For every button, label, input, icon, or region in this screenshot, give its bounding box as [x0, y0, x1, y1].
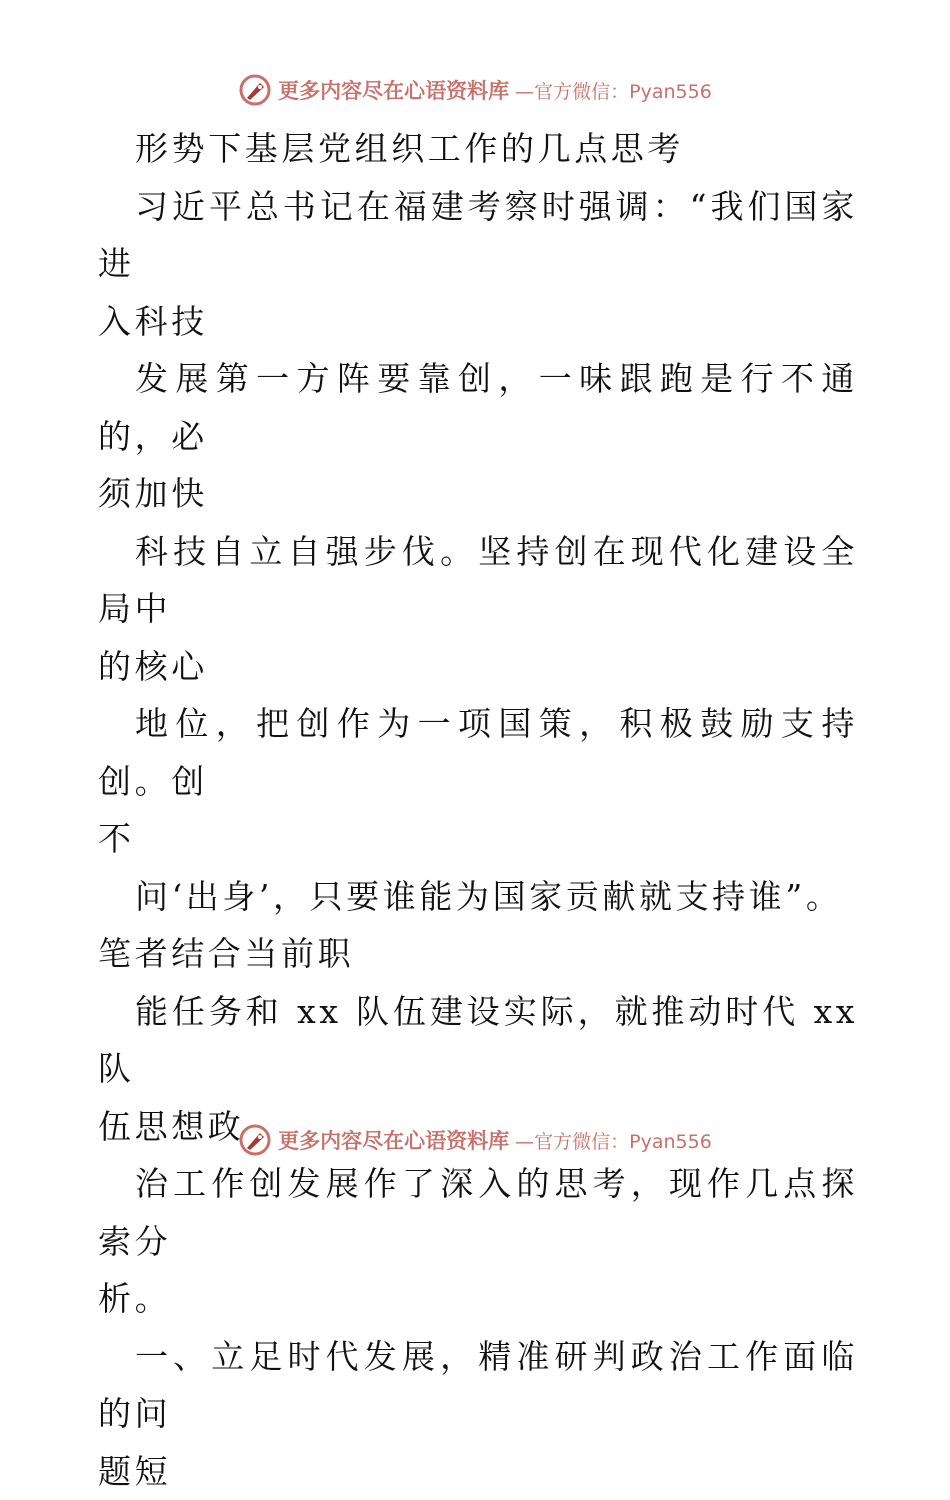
document-body	[98, 120, 858, 1500]
pen-nib-logo-icon	[238, 73, 272, 107]
text-line: 的核心	[98, 638, 858, 696]
text-line: 地位，把创作为一项国策，积极鼓励支持创。创	[98, 695, 858, 810]
text-line: 能任务和 xx 队伍建设实际，就推动时代 xx 队	[98, 983, 858, 1098]
header-banner	[0, 70, 950, 110]
pen-nib-logo-icon	[238, 1123, 272, 1157]
text-line: 入科技	[98, 293, 858, 351]
text-line: 问‘出身’，只要谁能为国家贡献就支持谁”。	[98, 868, 858, 926]
banner-wechat-text: —官方微信：Pyan556	[515, 77, 712, 104]
text-line: 发展第一方阵要靠创，一味跟跑是行不通的，必	[98, 350, 858, 465]
text-line: 须加快	[98, 465, 858, 523]
text-line: 不	[98, 810, 858, 868]
text-line: 形势下基层党组织工作的几点思考	[98, 120, 858, 178]
banner-wechat-text: —官方微信：Pyan556	[515, 1127, 712, 1154]
document-text	[98, 120, 858, 1500]
text-line: 析。	[98, 1270, 858, 1328]
text-line: 题短	[98, 1443, 858, 1500]
text-line: 科技自立自强步伐。坚持创在现代化建设全局中	[98, 523, 858, 638]
text-line: 习近平总书记在福建考察时强调：“我们国家进	[98, 178, 858, 293]
footer-banner	[0, 1120, 950, 1160]
text-line: 笔者结合当前职	[98, 925, 858, 983]
text-line: 治工作创发展作了深入的思考，现作几点探索分	[98, 1155, 858, 1270]
banner-brand-text: 更多内容尽在心语资料库	[278, 75, 509, 105]
text-line: 一、立足时代发展，精准研判政治工作面临的问	[98, 1328, 858, 1443]
text-line: 伍思想政	[98, 1098, 858, 1156]
banner-brand-text: 更多内容尽在心语资料库	[278, 1125, 509, 1155]
